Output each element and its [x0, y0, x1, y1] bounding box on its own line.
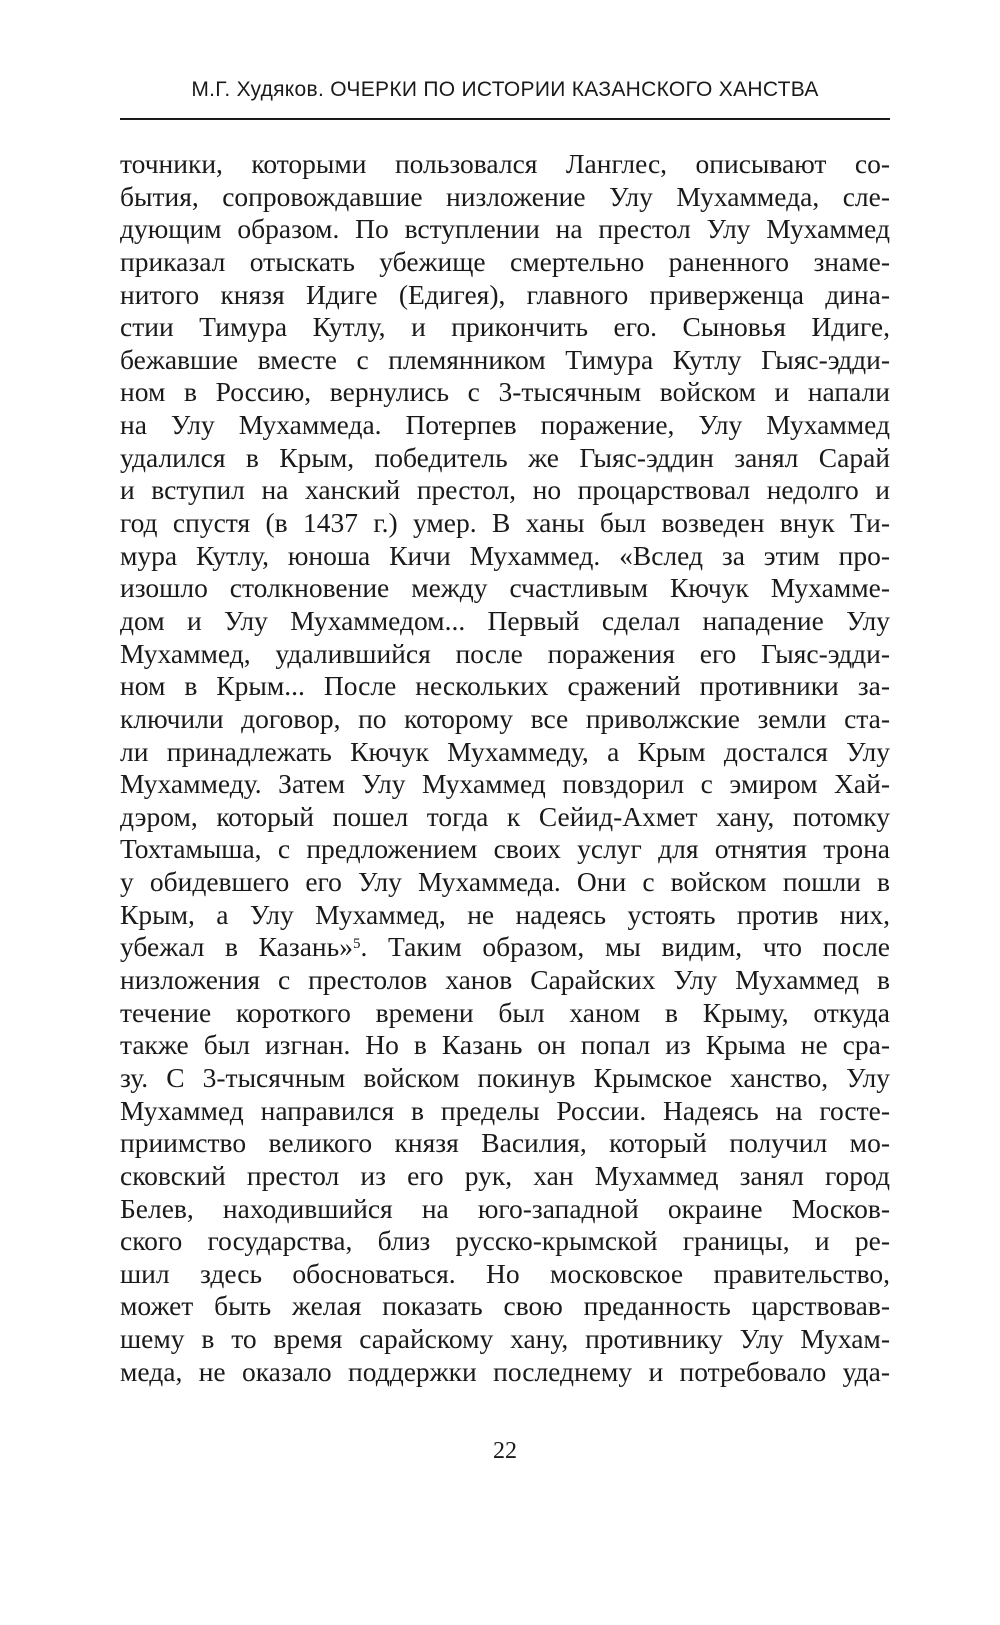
- text-line: Мухаммед направился в пределы России. Надеясь на госте-: [120, 1094, 890, 1126]
- text-line: бытия, сопровождавшие низложение Улу Мухаммеда, сле-: [120, 180, 890, 212]
- running-header: М.Г. Худяков. ОЧЕРКИ ПО ИСТОРИИ КАЗАНСКОГО ХАНСТВА: [191, 78, 819, 101]
- text-line: ном в Крым... После нескольких сражений противники за-: [120, 670, 890, 702]
- text-line: стии Тимура Кутлу, и прикончить его. Сыновья Идиге,: [120, 311, 890, 343]
- text-line: дующим образом. По вступлении на престол Улу Мухаммед: [120, 213, 890, 245]
- text-line: ном в Россию, вернулись с 3-тысячным войском и напали: [120, 376, 890, 408]
- footnote-reference: 5: [352, 936, 361, 953]
- text-line: на Улу Мухаммеда. Потерпев поражение, Улу Мухаммед: [120, 409, 890, 441]
- page-number: 22: [493, 1438, 517, 1464]
- text-line-with-footnote: [120, 931, 890, 964]
- text-line: у обидевшего его Улу Мухаммеда. Они с войском пошли в: [120, 866, 890, 898]
- text-line: бежавшие вместе с племянником Тимура Кутлу Гыяс-эдди-: [120, 343, 890, 375]
- text-line: Белев, находившийся на юго-западной окраине Москов-: [120, 1192, 890, 1224]
- text-line: Крым, а Улу Мухаммед, не надеясь устоять против них,: [120, 898, 890, 930]
- text-line: может быть желая показать свою преданность царствовав-: [120, 1290, 890, 1322]
- footnote-line-start: убежал в Казань»: [120, 931, 353, 963]
- text-line: приказал отыскать убежище смертельно раненного знаме-: [120, 245, 890, 277]
- text-line: ского государства, близ русско-крымской границы, и ре-: [120, 1225, 890, 1257]
- text-line: шему в то время сарайскому хану, противнику Улу Мухам-: [120, 1323, 890, 1355]
- text-line: низложения с престолов ханов Сарайских Улу Мухаммед в: [120, 964, 890, 996]
- text-line: шил здесь обосноваться. Но московское правительство,: [120, 1257, 890, 1289]
- text-line: ли принадлежать Кючук Мухаммеду, а Крым достался Улу: [120, 735, 890, 767]
- text-line: Мухаммеду. Затем Улу Мухаммед повздорил с эмиром Хай-: [120, 768, 890, 800]
- text-line: ключили договор, по которому все приволжские земли ста-: [120, 702, 890, 734]
- text-line: дом и Улу Мухаммедом... Первый сделал нападение Улу: [120, 604, 890, 636]
- text-line: меда, не оказало поддержки последнему и потребовало уда-: [120, 1355, 890, 1387]
- header-rule: [120, 118, 890, 120]
- text-line: мура Кутлу, юноша Кичи Мухаммед. «Вслед за этим про-: [120, 539, 890, 571]
- text-line: год спустя (в 1437 г.) умер. В ханы был возведен внук Ти-: [120, 507, 890, 539]
- text-line: Мухаммед, удалившийся после поражения его Гыяс-эдди-: [120, 637, 890, 669]
- text-line: Тохтамыша, с предложением своих услуг для отнятия трона: [120, 833, 890, 865]
- text-line: удалился в Крым, победитель же Гыяс-эддин занял Сарай: [120, 441, 890, 473]
- footnote-line-end: . Таким образом, мы видим, что после: [360, 931, 890, 963]
- text-line: точники, которыми пользовался Ланглес, описывают со-: [120, 148, 890, 179]
- text-line: дэром, который пошел тогда к Сейид-Ахмет хану, потомку: [120, 800, 890, 832]
- text-line: приимство великого князя Василия, который получил мо-: [120, 1127, 890, 1159]
- text-line: зу. С 3-тысячным войском покинув Крымское ханство, Улу: [120, 1061, 890, 1093]
- text-line: сковский престол из его рук, хан Мухаммед занял город: [120, 1159, 890, 1191]
- text-line: течение короткого времени был ханом в Крыму, откуда: [120, 996, 890, 1028]
- text-line: изошло столкновение между счастливым Кючук Мухамме-: [120, 572, 890, 604]
- text-line: также был изгнан. Но в Казань он попал из Крыма не сра-: [120, 1029, 890, 1061]
- text-line: нитого князя Идиге (Едигея), главного приверженца дина-: [120, 278, 890, 310]
- text-line: и вступил на ханский престол, но процарствовал недолго и: [120, 474, 890, 506]
- body-text: [120, 148, 890, 1388]
